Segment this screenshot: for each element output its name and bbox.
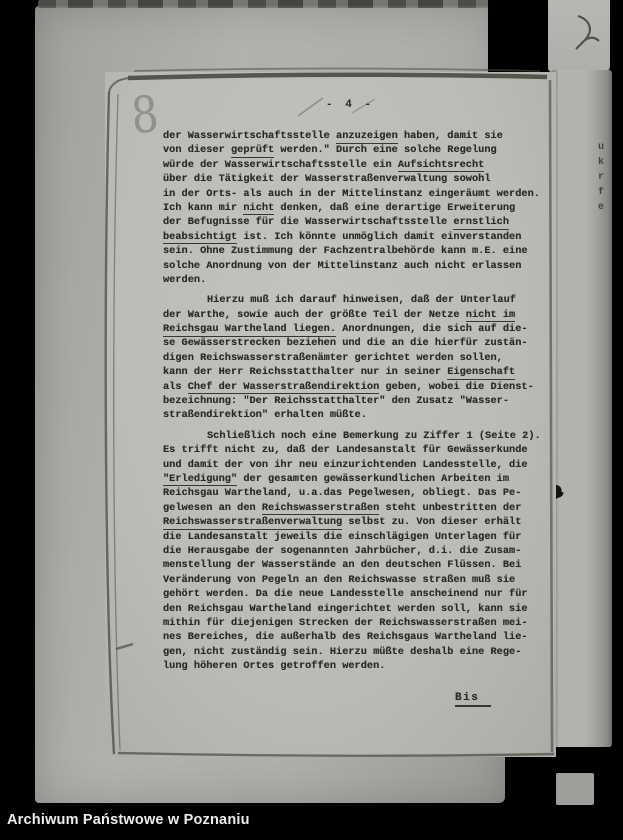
typed-text-block bbox=[163, 129, 545, 673]
catchword: Bis bbox=[455, 692, 491, 707]
edge-letter: k bbox=[598, 157, 605, 168]
paragraph: Schließlich noch eine Bemerkung zu Ziffer 1 (Seite 2). Es trifft nicht zu, daß der Landesanstalt für Gewässerkunde und damit der von ihr neu einzurichtenden Landesstelle, die "Erledigung" der gesamten gewässerkundlichen Arbeiten im Reichsgau Wartheland, u.a.das Pegelwesen, obliegt. Das Pe- gelwesen an den Reichswasserstraßen steht unbestritten der Reichswasserstraßenverwaltung selbst zu. Von dieser erhält die Landesanstalt jeweils die einschlägigen Unterlagen für die Herausgabe der sogenannten Jahrbücher, d.i. die Zusam- menstellung der Wasserstände an den deutschen Flüssen. Bei Veränderung von Pegeln an den Reichswasse straßen muß sie gehört werden. Da die neue Landesstelle anscheinend nur für den Reichsgau Wartheland eingerichtet werden soll, kann sie mithin für diejenigen Strecken der Reichswasserstraßen mei- nes Bereiches, die außerhalb des Reichsgaus Wartheland lie- gen, nicht zuständig sein. Hierzu müßte deshalb eine Rege- lung höheren Ortes getroffen werden. bbox=[163, 429, 541, 673]
archive-watermark: Archiwum Państwowe w Poznaniu bbox=[7, 812, 250, 828]
edge-letter: e bbox=[598, 202, 605, 213]
next-page-edge bbox=[552, 70, 612, 747]
page-number: - 4 - bbox=[326, 99, 375, 111]
paragraph: der Wasserwirtschaftsstelle anzuzeigen haben, damit sie von dieser geprüft werden." Durch eine solche Regelung würde der Wasserwirtschaftsstelle ein Aufsichtsrecht über die Tätigkeit der Wasserstraßenverwaltung sowohl in der Orts- als auch in der Mittelinstanz eingeräumt werden. Ich kann mir nicht denken, daß eine derartige Erweiterung der Befugnisse für die Wasserwirtschaftsstelle ernstlich beabsichtigt ist. Ich könnte unmöglich damit einverstanden sein. Ohne Zustimmung der Fachzentralbehörde kann m.E. eine solche Anordnung von der Mittelinstanz auch nicht erlassen werden. bbox=[163, 130, 540, 286]
paragraph: Hierzu muß ich darauf hinweisen, daß der Unterlauf der Warthe, sowie auch der größte Teil der Netze nicht im Reichsgau Wartheland liegen. Anordnungen, die sich auf die- se Gewässerstrecken beziehen und die an die hierfür zustän- digen Reichswasserstraßenämter gerichtet werden sollen, kann der Herr Reichsstatthalter nur in seiner Eigenschaft als Chef der Wasserstraßendirektion geben, wobei die Dienst- bezeichnung: "Der Reichsstatthalter" den Zusatz "Wasser- straßendirektion" erhalten müßte. bbox=[163, 294, 534, 422]
handwritten-folio-number: 8 bbox=[128, 84, 161, 146]
cut-off-text-column bbox=[598, 142, 610, 217]
backing-top-ragged-edge bbox=[38, 0, 490, 8]
edge-letter: r bbox=[598, 172, 605, 183]
background-notch bbox=[488, 0, 548, 72]
edge-letter: f bbox=[598, 187, 605, 198]
paper-tab bbox=[548, 0, 610, 72]
paper-scrap bbox=[556, 773, 594, 805]
edge-letter: u bbox=[598, 142, 605, 153]
document-page bbox=[105, 72, 556, 757]
